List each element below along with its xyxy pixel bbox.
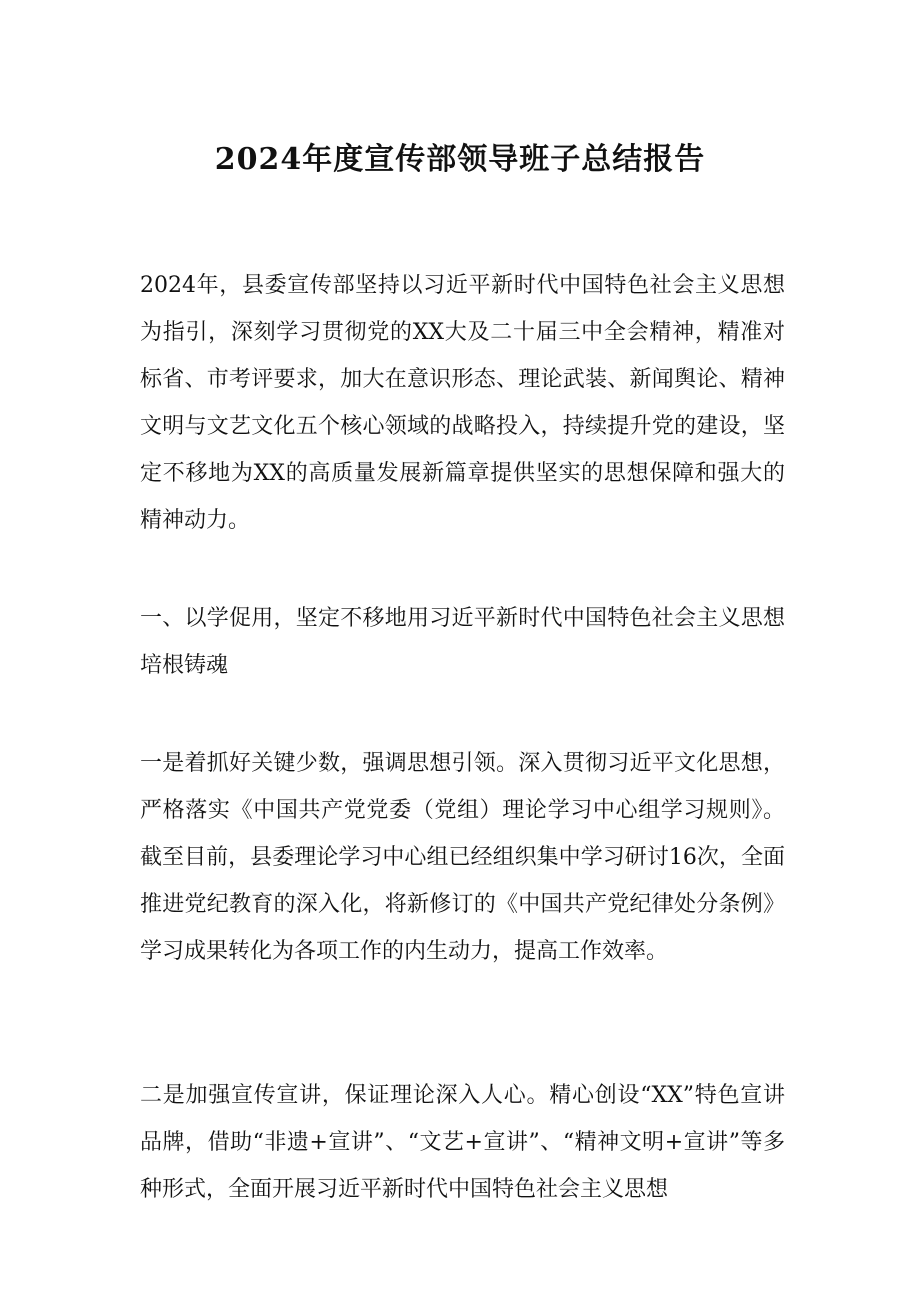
- section-heading-1: 一、以学促用，坚定不移地用习近平新时代中国特色社会主义思想培根铸魂: [140, 606, 785, 678]
- intro-paragraph: 2024年，县委宣传部坚持以习近平新时代中国特色社会主义思想为指引，深刻学习贯彻党的XX大及二十届三中全会精神，精准对标省、市考评要求，加大在意识形态、理论武装、新闻舆论、精神文明与文艺文化五个核心领域的战略投入，持续提升党的建设，坚定不移地为XX的高质量发展新篇章提供坚实的思想保障和强大的精神动力。: [140, 273, 785, 533]
- body-paragraph-2: 二是加强宣传宣讲，保证理论深入人心。精心创设“XX”特色宣讲品牌，借助“非遗+宣讲”、“文艺+宣讲”、“精神文明+宣讲”等多种形式，全面开展习近平新时代中国特色社会主义思想: [140, 1083, 785, 1202]
- body-paragraph-1: 一是着抓好关键少数，强调思想引领。深入贯彻习近平文化思想，严格落实《中国共产党党委（党组）理论学习中心组学习规则》。截至目前，县委理论学习中心组已经组织集中学习研讨16次，全面推进党纪教育的深入化，将新修订的《中国共产党纪律处分条例》学习成果转化为各项工作的内生动力，提高工作效率。: [140, 751, 785, 964]
- document-title: 2024年度宣传部领导班子总结报告: [214, 142, 706, 177]
